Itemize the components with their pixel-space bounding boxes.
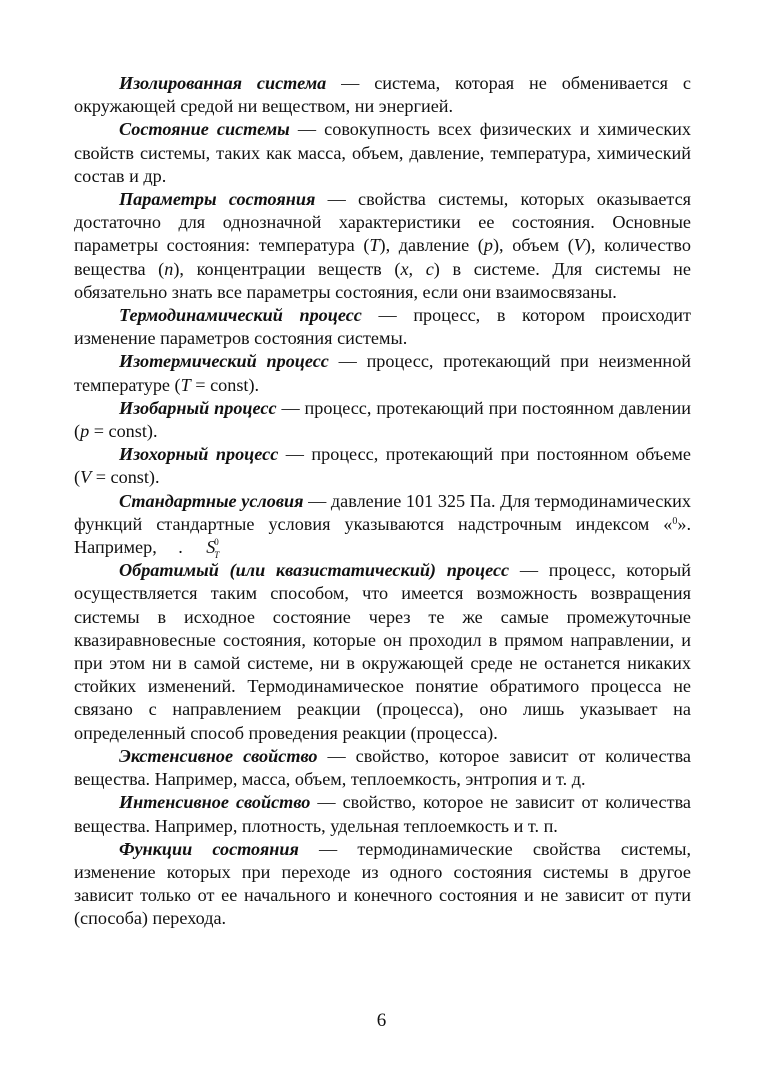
variable: T [369, 235, 380, 256]
definition-text: — процесс, протекающий при постоянном объеме ( [74, 444, 691, 488]
definition-text: = const). [91, 467, 160, 488]
definition-text: — давление 101 325 Па. Для термодинамических функций стандартные условия указываются надстрочным индексом « [74, 490, 691, 534]
definition-text: — свойство, которое зависит от количества вещества. Например, масса, объем, теплоемкость, энтропия и т. д. [74, 745, 691, 790]
definition-text: = const). [190, 374, 260, 395]
variable: p [80, 421, 90, 442]
term: Изобарный процесс [119, 397, 277, 418]
term: Экстенсивное свойство [119, 745, 318, 766]
definition-text: = const). [89, 421, 158, 442]
term: Состояние системы [119, 119, 290, 140]
term: Интенсивное свойство [119, 792, 311, 813]
definition-isochoric-process [74, 443, 691, 489]
superscript-zero: 0 [672, 515, 678, 527]
term: Изохорный процесс [119, 444, 279, 465]
definition-text: — система, которая не обменивается с окружающей средой ни веществом, ни энергией. [74, 73, 691, 117]
definition-extensive-property [74, 745, 691, 791]
definition-state-functions [74, 838, 691, 931]
term: Изотермический процесс [119, 351, 329, 372]
definition-text: ), концентрации веществ ( [173, 258, 401, 279]
term: Изолированная система [119, 73, 327, 93]
definition-text: — процесс, в котором происходит изменение параметров состояния системы. [74, 305, 691, 349]
symbol-superscript: 0 [214, 537, 219, 548]
definition-text: ), количество вещества ( [74, 235, 691, 279]
definition-isothermal-process [74, 350, 691, 396]
definition-state-parameters [74, 188, 691, 304]
definition-reversible-process [74, 559, 691, 745]
definition-intensive-property [74, 791, 691, 837]
page-body [74, 72, 691, 931]
term: Термодинамический процесс [119, 305, 362, 326]
definition-standard-conditions [74, 490, 691, 560]
definition-text: — свойство, которое не зависит от количества вещества. Например, плотность, удельная теплоемкость и т. п. [74, 792, 691, 836]
definition-isobaric-process [74, 397, 691, 443]
variable: n [164, 258, 174, 279]
definition-text: . [178, 537, 183, 558]
variable: T [180, 374, 191, 395]
definition-text: ) в системе. Для системы не обязательно знать все параметры состояния, если они взаимосвязаны. [74, 258, 691, 302]
definition-text: — свойства системы, которых оказывается достаточно для однозначной характеристики ее состояния. Основные параметры состояния: температура ( [74, 189, 692, 256]
entropy-symbol [161, 537, 220, 561]
variable: x, c [400, 258, 434, 279]
page-number: 6 [376, 1010, 387, 1031]
symbol-base: S [206, 537, 216, 558]
term: Стандартные условия [119, 490, 304, 511]
symbol-subscript: T [214, 550, 220, 561]
term: Функции состояния [119, 838, 299, 859]
term: Параметры состояния [119, 189, 316, 210]
definition-system-state [74, 118, 691, 188]
definition-isolated-system [74, 72, 691, 118]
definition-text: — процесс, протекающий при постоянном давлении ( [74, 397, 691, 442]
definition-text: — термодинамические свойства системы, изменение которых при переходе из одного состояния системы в другое зависит только от ее начального и конечного состояния и не зависит от пути (способа) перехода. [74, 838, 691, 929]
definition-text: ». Например, [74, 513, 691, 558]
definition-thermodynamic-process [74, 304, 691, 350]
variable: p [483, 235, 493, 256]
definition-text: — процесс, который осуществляется таким способом, что имеется возможность возвращения системы в исходное состояние через те же самые промежуточные квазиравновесные состояния, которые он проходил в прямом направлении, и при этом ни в самой системе, ни в окружающей среде не останется никаких стойких изменений. Термодинамическое понятие обратимого процесса не связано с направлением реакции (процесса), оно лишь указывает на определенный способ проведения реакции (процесса). [74, 560, 691, 743]
definition-text: ), давление ( [379, 235, 484, 256]
variable: V [573, 235, 585, 256]
definition-text: — процесс, протекающий при неизменной температуре ( [74, 351, 691, 395]
term: Обратимый (или квазистатический) процесс [119, 560, 510, 581]
definition-text: ), объем ( [492, 235, 574, 256]
variable: V [80, 467, 92, 488]
definition-text: — совокупность всех физических и химических свойств системы, таких как масса, объем, давление, температура, химический состав и др. [74, 119, 692, 186]
